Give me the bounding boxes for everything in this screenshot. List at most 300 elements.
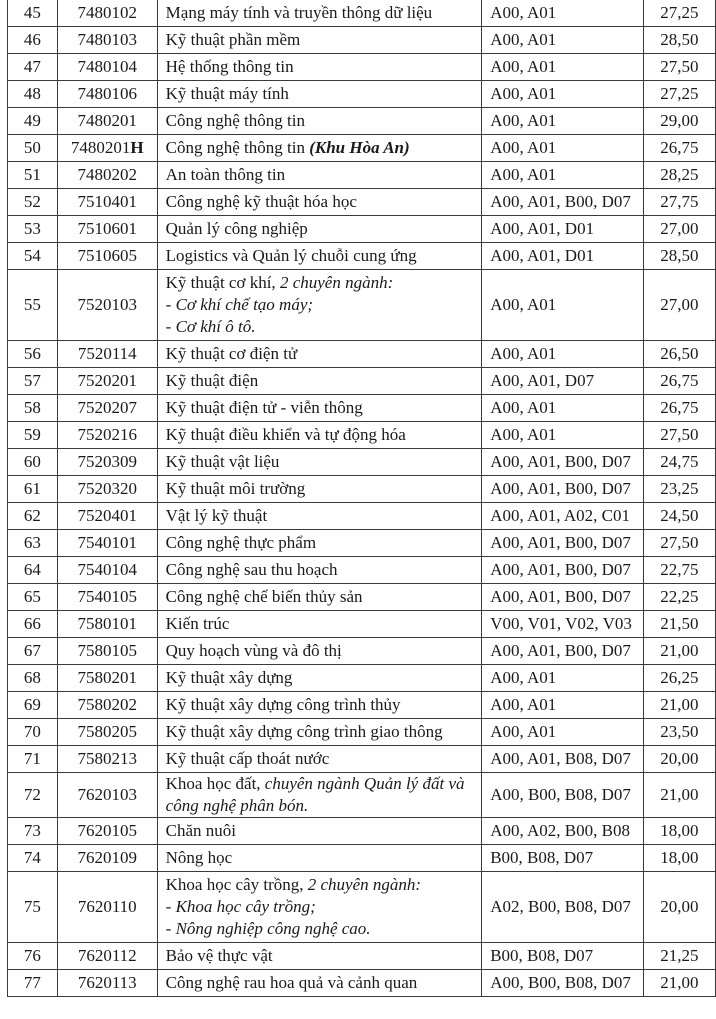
table-row xyxy=(8,746,716,773)
major-name-cell xyxy=(157,54,482,81)
row-index-cell xyxy=(8,692,58,719)
row-index-cell xyxy=(8,162,58,189)
major-code-cell xyxy=(57,746,157,773)
subject-combination: A00, A01, A02, C01 xyxy=(490,506,630,525)
subject-combination: A00, A01 xyxy=(490,425,557,444)
cutoff-score-cell xyxy=(643,81,715,108)
cutoff-score-cell xyxy=(643,368,715,395)
subject-combination: A00, A01 xyxy=(490,165,557,184)
major-name-cell xyxy=(157,773,482,818)
major-name-line xyxy=(166,370,474,392)
major-name: Công nghệ sau thu hoạch xyxy=(165,560,338,579)
row-index: 45 xyxy=(23,3,41,22)
subject-combination: A00, A01, D01 xyxy=(490,246,595,265)
major-name-cell xyxy=(157,135,482,162)
cutoff-score-cell xyxy=(643,422,715,449)
major-name-line xyxy=(166,721,474,743)
subject-combination-cell xyxy=(482,818,644,845)
major-name-line xyxy=(166,748,474,770)
cutoff-score: 28,50 xyxy=(660,30,699,49)
row-index-cell xyxy=(8,449,58,476)
table-row xyxy=(8,719,716,746)
subject-combination-cell xyxy=(482,557,644,584)
row-index-cell xyxy=(8,422,58,449)
cutoff-score-cell xyxy=(643,503,715,530)
specialization-line: - Khoa học cây trồng; xyxy=(165,897,316,916)
major-code: 7480103 xyxy=(77,30,137,49)
major-code-cell xyxy=(57,395,157,422)
row-index: 49 xyxy=(23,111,41,130)
subject-combination: A00, A02, B00, B08 xyxy=(490,821,630,840)
major-code: 7520401 xyxy=(77,506,137,525)
row-index: 72 xyxy=(23,785,41,804)
major-name: Kỹ thuật điện tử - viễn thông xyxy=(165,398,363,417)
cutoff-score-cell xyxy=(643,818,715,845)
table-row xyxy=(8,943,716,970)
major-code: 7480202 xyxy=(77,165,137,184)
table-row xyxy=(8,584,716,611)
table-row xyxy=(8,530,716,557)
major-code: 7580205 xyxy=(77,722,137,741)
major-code-cell xyxy=(57,943,157,970)
major-name-cell xyxy=(157,746,482,773)
major-code: 7510605 xyxy=(77,246,137,265)
row-index-cell xyxy=(8,638,58,665)
specialization-line: - Nông nghiệp công nghệ cao. xyxy=(165,919,371,938)
major-name-campus: (Khu Hòa An) xyxy=(309,138,410,157)
cutoff-score: 23,50 xyxy=(660,722,699,741)
table-row xyxy=(8,81,716,108)
cutoff-score-cell xyxy=(643,746,715,773)
major-code-cell xyxy=(57,719,157,746)
major-name-line xyxy=(166,451,474,473)
major-code-cell xyxy=(57,270,157,341)
major-code: 7620113 xyxy=(77,973,137,992)
major-code: 7480201 xyxy=(70,138,131,157)
cutoff-score-cell xyxy=(643,54,715,81)
row-index-cell xyxy=(8,503,58,530)
major-code-cell xyxy=(57,692,157,719)
major-name: Kỹ thuật điều khiển và tự động hóa xyxy=(165,425,406,444)
major-name: Bảo vệ thực vật xyxy=(165,946,273,965)
major-code-cell xyxy=(57,27,157,54)
subject-combination: A00, A01, B00, D07 xyxy=(490,479,631,498)
table-row xyxy=(8,692,716,719)
major-code-cell xyxy=(57,108,157,135)
major-code: 7620109 xyxy=(77,848,137,867)
major-code: 7620105 xyxy=(77,821,137,840)
table-row xyxy=(8,216,716,243)
subject-combination-cell xyxy=(482,422,644,449)
subject-combination: A00, A01 xyxy=(490,344,557,363)
subject-combination-cell xyxy=(482,216,644,243)
cutoff-score-cell xyxy=(643,189,715,216)
row-index: 58 xyxy=(23,398,41,417)
row-index: 70 xyxy=(23,722,41,741)
major-name: Khoa học đất, xyxy=(165,774,265,793)
subject-combination: A00, A01 xyxy=(490,84,557,103)
major-name: Quy hoạch vùng và đô thị xyxy=(165,641,342,660)
cutoff-score: 21,50 xyxy=(660,614,699,633)
major-name-line xyxy=(166,164,474,186)
row-index-cell xyxy=(8,943,58,970)
major-code-cell xyxy=(57,216,157,243)
major-name: Khoa học cây trồng, xyxy=(165,875,308,894)
subject-combination-cell xyxy=(482,872,644,943)
row-index-cell xyxy=(8,108,58,135)
major-code-cell xyxy=(57,81,157,108)
subject-combination: A00, A01, B00, D07 xyxy=(490,452,631,471)
major-name-cell xyxy=(157,818,482,845)
cutoff-score: 28,25 xyxy=(660,165,699,184)
subject-combination: A00, A01, B00, D07 xyxy=(490,560,631,579)
cutoff-score: 22,25 xyxy=(660,587,699,606)
table-row xyxy=(8,0,716,27)
subject-combination-cell xyxy=(482,135,644,162)
table-row xyxy=(8,970,716,997)
cutoff-score-cell xyxy=(643,162,715,189)
row-index: 63 xyxy=(23,533,41,552)
cutoff-score: 21,25 xyxy=(660,946,699,965)
major-name-line xyxy=(166,83,474,105)
major-name-cell xyxy=(157,341,482,368)
major-name: Kỹ thuật vật liệu xyxy=(165,452,280,471)
major-name-cell xyxy=(157,476,482,503)
major-name: Kỹ thuật cấp thoát nước xyxy=(165,749,330,768)
cutoff-score: 26,75 xyxy=(660,398,699,417)
cutoff-score-cell xyxy=(643,270,715,341)
row-index: 71 xyxy=(23,749,41,768)
subject-combination: A00, A01, D01 xyxy=(490,219,595,238)
subject-combination: A00, A01, B00, D07 xyxy=(490,533,631,552)
cutoff-score-cell xyxy=(643,395,715,422)
cutoff-score: 26,75 xyxy=(660,371,699,390)
major-name-line xyxy=(166,586,474,608)
table-row xyxy=(8,162,716,189)
major-code: 7520216 xyxy=(77,425,137,444)
row-index-cell xyxy=(8,189,58,216)
row-index: 65 xyxy=(23,587,41,606)
table-row xyxy=(8,341,716,368)
major-name-cell xyxy=(157,189,482,216)
major-code: 7480102 xyxy=(77,3,137,22)
major-code-cell xyxy=(57,557,157,584)
subject-combination: A00, A01, B00, D07 xyxy=(490,587,631,606)
major-name: Công nghệ thực phẩm xyxy=(165,533,317,552)
major-name-line xyxy=(166,478,474,500)
cutoff-score: 26,50 xyxy=(660,344,699,363)
cutoff-score: 18,00 xyxy=(660,848,699,867)
major-name-line xyxy=(166,559,474,581)
cutoff-score: 21,00 xyxy=(660,785,699,804)
row-index: 68 xyxy=(23,668,41,687)
row-index-cell xyxy=(8,27,58,54)
cutoff-score: 28,50 xyxy=(660,246,699,265)
row-index-cell xyxy=(8,395,58,422)
major-name: Kỹ thuật môi trường xyxy=(165,479,306,498)
major-code-cell xyxy=(57,872,157,943)
major-code-cell xyxy=(57,341,157,368)
cutoff-score: 27,50 xyxy=(660,57,699,76)
table-row xyxy=(8,449,716,476)
major-code-cell xyxy=(57,584,157,611)
cutoff-score-cell xyxy=(643,872,715,943)
row-index: 75 xyxy=(23,897,41,916)
row-index: 47 xyxy=(23,57,41,76)
subject-combination: V00, V01, V02, V03 xyxy=(490,614,632,633)
cutoff-score: 22,75 xyxy=(660,560,699,579)
cutoff-score-cell xyxy=(643,243,715,270)
major-code: 7520201 xyxy=(77,371,137,390)
table-row xyxy=(8,243,716,270)
major-name-cell xyxy=(157,584,482,611)
row-index: 56 xyxy=(23,344,41,363)
major-name: An toàn thông tin xyxy=(165,165,286,184)
cutoff-score: 29,00 xyxy=(660,111,699,130)
row-index: 59 xyxy=(23,425,41,444)
major-code: 7520309 xyxy=(77,452,137,471)
cutoff-score: 23,25 xyxy=(660,479,699,498)
subject-combination-cell xyxy=(482,270,644,341)
major-code-cell xyxy=(57,368,157,395)
major-name-cell xyxy=(157,81,482,108)
row-index: 60 xyxy=(23,452,41,471)
major-name-cell xyxy=(157,530,482,557)
subject-combination-cell xyxy=(482,0,644,27)
table-row xyxy=(8,872,716,943)
subject-combination: A00, A01, B00, D07 xyxy=(490,192,631,211)
row-index-cell xyxy=(8,368,58,395)
major-code: 7510601 xyxy=(77,219,137,238)
row-index-cell xyxy=(8,216,58,243)
major-name-line xyxy=(166,397,474,419)
subject-combination-cell xyxy=(482,719,644,746)
major-name-line xyxy=(166,110,474,132)
row-index: 73 xyxy=(23,821,41,840)
cutoff-score: 21,00 xyxy=(660,695,699,714)
major-name: Kỹ thuật xây dựng công trình giao thông xyxy=(165,722,443,741)
table-row xyxy=(8,108,716,135)
major-code-cell xyxy=(57,189,157,216)
cutoff-score: 27,00 xyxy=(660,219,699,238)
subject-combination: A00, A01 xyxy=(490,295,557,314)
major-name-cell xyxy=(157,0,482,27)
major-name: Công nghệ kỹ thuật hóa học xyxy=(165,192,357,211)
major-code: 7540104 xyxy=(77,560,137,579)
major-name-cell xyxy=(157,845,482,872)
row-index: 76 xyxy=(23,946,41,965)
major-name-line xyxy=(166,773,474,795)
major-code: 7580101 xyxy=(77,614,137,633)
major-code-cell xyxy=(57,476,157,503)
row-index: 69 xyxy=(23,695,41,714)
cutoff-score-cell xyxy=(643,135,715,162)
major-name-italic: 2 chuyên ngành: xyxy=(307,875,422,894)
major-code-suffix: H xyxy=(130,138,144,157)
subject-combination: A00, A01, D07 xyxy=(490,371,595,390)
subject-combination: A00, A01 xyxy=(490,111,557,130)
cutoff-score-cell xyxy=(643,0,715,27)
table-row xyxy=(8,54,716,81)
subject-combination-cell xyxy=(482,395,644,422)
subject-combination: A00, A01 xyxy=(490,138,557,157)
subject-combination-cell xyxy=(482,530,644,557)
subject-combination-cell xyxy=(482,638,644,665)
subject-combination-cell xyxy=(482,845,644,872)
subject-combination-cell xyxy=(482,189,644,216)
row-index-cell xyxy=(8,818,58,845)
major-code-cell xyxy=(57,818,157,845)
row-index-cell xyxy=(8,611,58,638)
row-index: 62 xyxy=(23,506,41,525)
major-name-cell xyxy=(157,368,482,395)
row-index-cell xyxy=(8,243,58,270)
row-index: 54 xyxy=(23,246,41,265)
subject-combination-cell xyxy=(482,449,644,476)
cutoff-score-cell xyxy=(643,719,715,746)
major-name: Công nghệ rau hoa quả và cảnh quan xyxy=(165,973,418,992)
major-name-cell xyxy=(157,611,482,638)
major-name-line xyxy=(166,667,474,689)
subject-combination-cell xyxy=(482,27,644,54)
major-code-cell xyxy=(57,449,157,476)
subject-combination-cell xyxy=(482,773,644,818)
cutoff-score: 27,25 xyxy=(660,84,699,103)
major-code-cell xyxy=(57,970,157,997)
major-name-line xyxy=(166,532,474,554)
cutoff-score: 27,00 xyxy=(660,295,699,314)
major-name-line xyxy=(166,505,474,527)
row-index-cell xyxy=(8,54,58,81)
major-code-cell xyxy=(57,422,157,449)
row-index: 66 xyxy=(23,614,41,633)
subject-combination: A00, B00, B08, D07 xyxy=(490,785,631,804)
major-name: Mạng máy tính và truyền thông dữ liệu xyxy=(165,3,433,22)
subject-combination: A00, A01 xyxy=(490,668,557,687)
major-code: 7510401 xyxy=(77,192,137,211)
major-name-line xyxy=(166,820,474,842)
major-name-cell xyxy=(157,719,482,746)
subject-combination: A02, B00, B08, D07 xyxy=(490,897,631,916)
specialization-line: - Cơ khí ô tô. xyxy=(165,317,256,336)
major-name-line xyxy=(166,945,474,967)
row-index: 46 xyxy=(23,30,41,49)
major-name-cell xyxy=(157,692,482,719)
major-name-cell xyxy=(157,503,482,530)
cutoff-score-cell xyxy=(643,216,715,243)
table-row xyxy=(8,270,716,341)
major-code: 7520207 xyxy=(77,398,137,417)
subject-combination-cell xyxy=(482,692,644,719)
major-code: 7540101 xyxy=(77,533,137,552)
major-name: Kỹ thuật cơ điện tử xyxy=(165,344,298,363)
major-name: Quản lý công nghiệp xyxy=(165,219,308,238)
major-name: Công nghệ chế biến thủy sản xyxy=(165,587,363,606)
subject-combination: A00, A01, B00, D07 xyxy=(490,641,631,660)
cutoff-score: 21,00 xyxy=(660,973,699,992)
cutoff-score-cell xyxy=(643,108,715,135)
cutoff-score: 26,75 xyxy=(660,138,699,157)
subject-combination-cell xyxy=(482,665,644,692)
row-index-cell xyxy=(8,0,58,27)
row-index: 51 xyxy=(23,165,41,184)
cutoff-score-cell xyxy=(643,530,715,557)
major-name-line xyxy=(166,874,474,896)
table-row xyxy=(8,368,716,395)
major-name-line xyxy=(166,847,474,869)
subject-combination-cell xyxy=(482,746,644,773)
major-name-line xyxy=(166,191,474,213)
major-name-line xyxy=(166,29,474,51)
row-index-cell xyxy=(8,270,58,341)
row-index-cell xyxy=(8,845,58,872)
subject-combination-cell xyxy=(482,81,644,108)
cutoff-score-cell xyxy=(643,845,715,872)
table-row xyxy=(8,773,716,818)
major-name-cell xyxy=(157,557,482,584)
major-name-line xyxy=(166,218,474,240)
major-name-cell xyxy=(157,638,482,665)
subject-combination: A00, A01 xyxy=(490,695,557,714)
subject-combination: A00, A01 xyxy=(490,398,557,417)
row-index-cell xyxy=(8,665,58,692)
row-index: 55 xyxy=(23,295,41,314)
major-name: Kỹ thuật xây dựng công trình thủy xyxy=(165,695,401,714)
row-index: 77 xyxy=(23,973,41,992)
major-name-cell xyxy=(157,216,482,243)
major-name-cell xyxy=(157,970,482,997)
major-code-cell xyxy=(57,530,157,557)
cutoff-score: 26,25 xyxy=(660,668,699,687)
table-row xyxy=(8,422,716,449)
cutoff-score: 27,50 xyxy=(660,425,699,444)
major-name-cell xyxy=(157,108,482,135)
cutoff-score-cell xyxy=(643,27,715,54)
row-index-cell xyxy=(8,970,58,997)
major-code: 7620112 xyxy=(77,946,137,965)
major-name-line xyxy=(166,272,474,294)
row-index-cell xyxy=(8,584,58,611)
row-index: 57 xyxy=(23,371,41,390)
major-code-cell xyxy=(57,611,157,638)
major-code: 7540105 xyxy=(77,587,137,606)
major-name-italic: 2 chuyên ngành: xyxy=(279,273,394,292)
major-name-cell xyxy=(157,162,482,189)
major-code: 7580105 xyxy=(77,641,137,660)
subject-combination: A00, B00, B08, D07 xyxy=(490,973,631,992)
major-code: 7580201 xyxy=(77,668,137,687)
major-name-line xyxy=(166,613,474,635)
table-row xyxy=(8,503,716,530)
major-name-italic: chuyên ngành Quản lý đất và xyxy=(264,774,465,793)
major-code-cell xyxy=(57,54,157,81)
row-index: 53 xyxy=(23,219,41,238)
subject-combination-cell xyxy=(482,611,644,638)
row-index-cell xyxy=(8,746,58,773)
subject-combination: A00, A01 xyxy=(490,722,557,741)
subject-combination: A00, A01 xyxy=(490,30,557,49)
major-code-cell xyxy=(57,638,157,665)
specialization-line: công nghệ phân bón. xyxy=(165,796,309,815)
major-name-cell xyxy=(157,27,482,54)
row-index-cell xyxy=(8,135,58,162)
major-name: Kỹ thuật cơ khí, xyxy=(165,273,280,292)
table-row xyxy=(8,557,716,584)
major-code: 7520320 xyxy=(77,479,137,498)
major-name: Logistics và Quản lý chuỗi cung ứng xyxy=(165,246,417,265)
subject-combination: A00, A01 xyxy=(490,57,557,76)
row-index: 61 xyxy=(23,479,41,498)
